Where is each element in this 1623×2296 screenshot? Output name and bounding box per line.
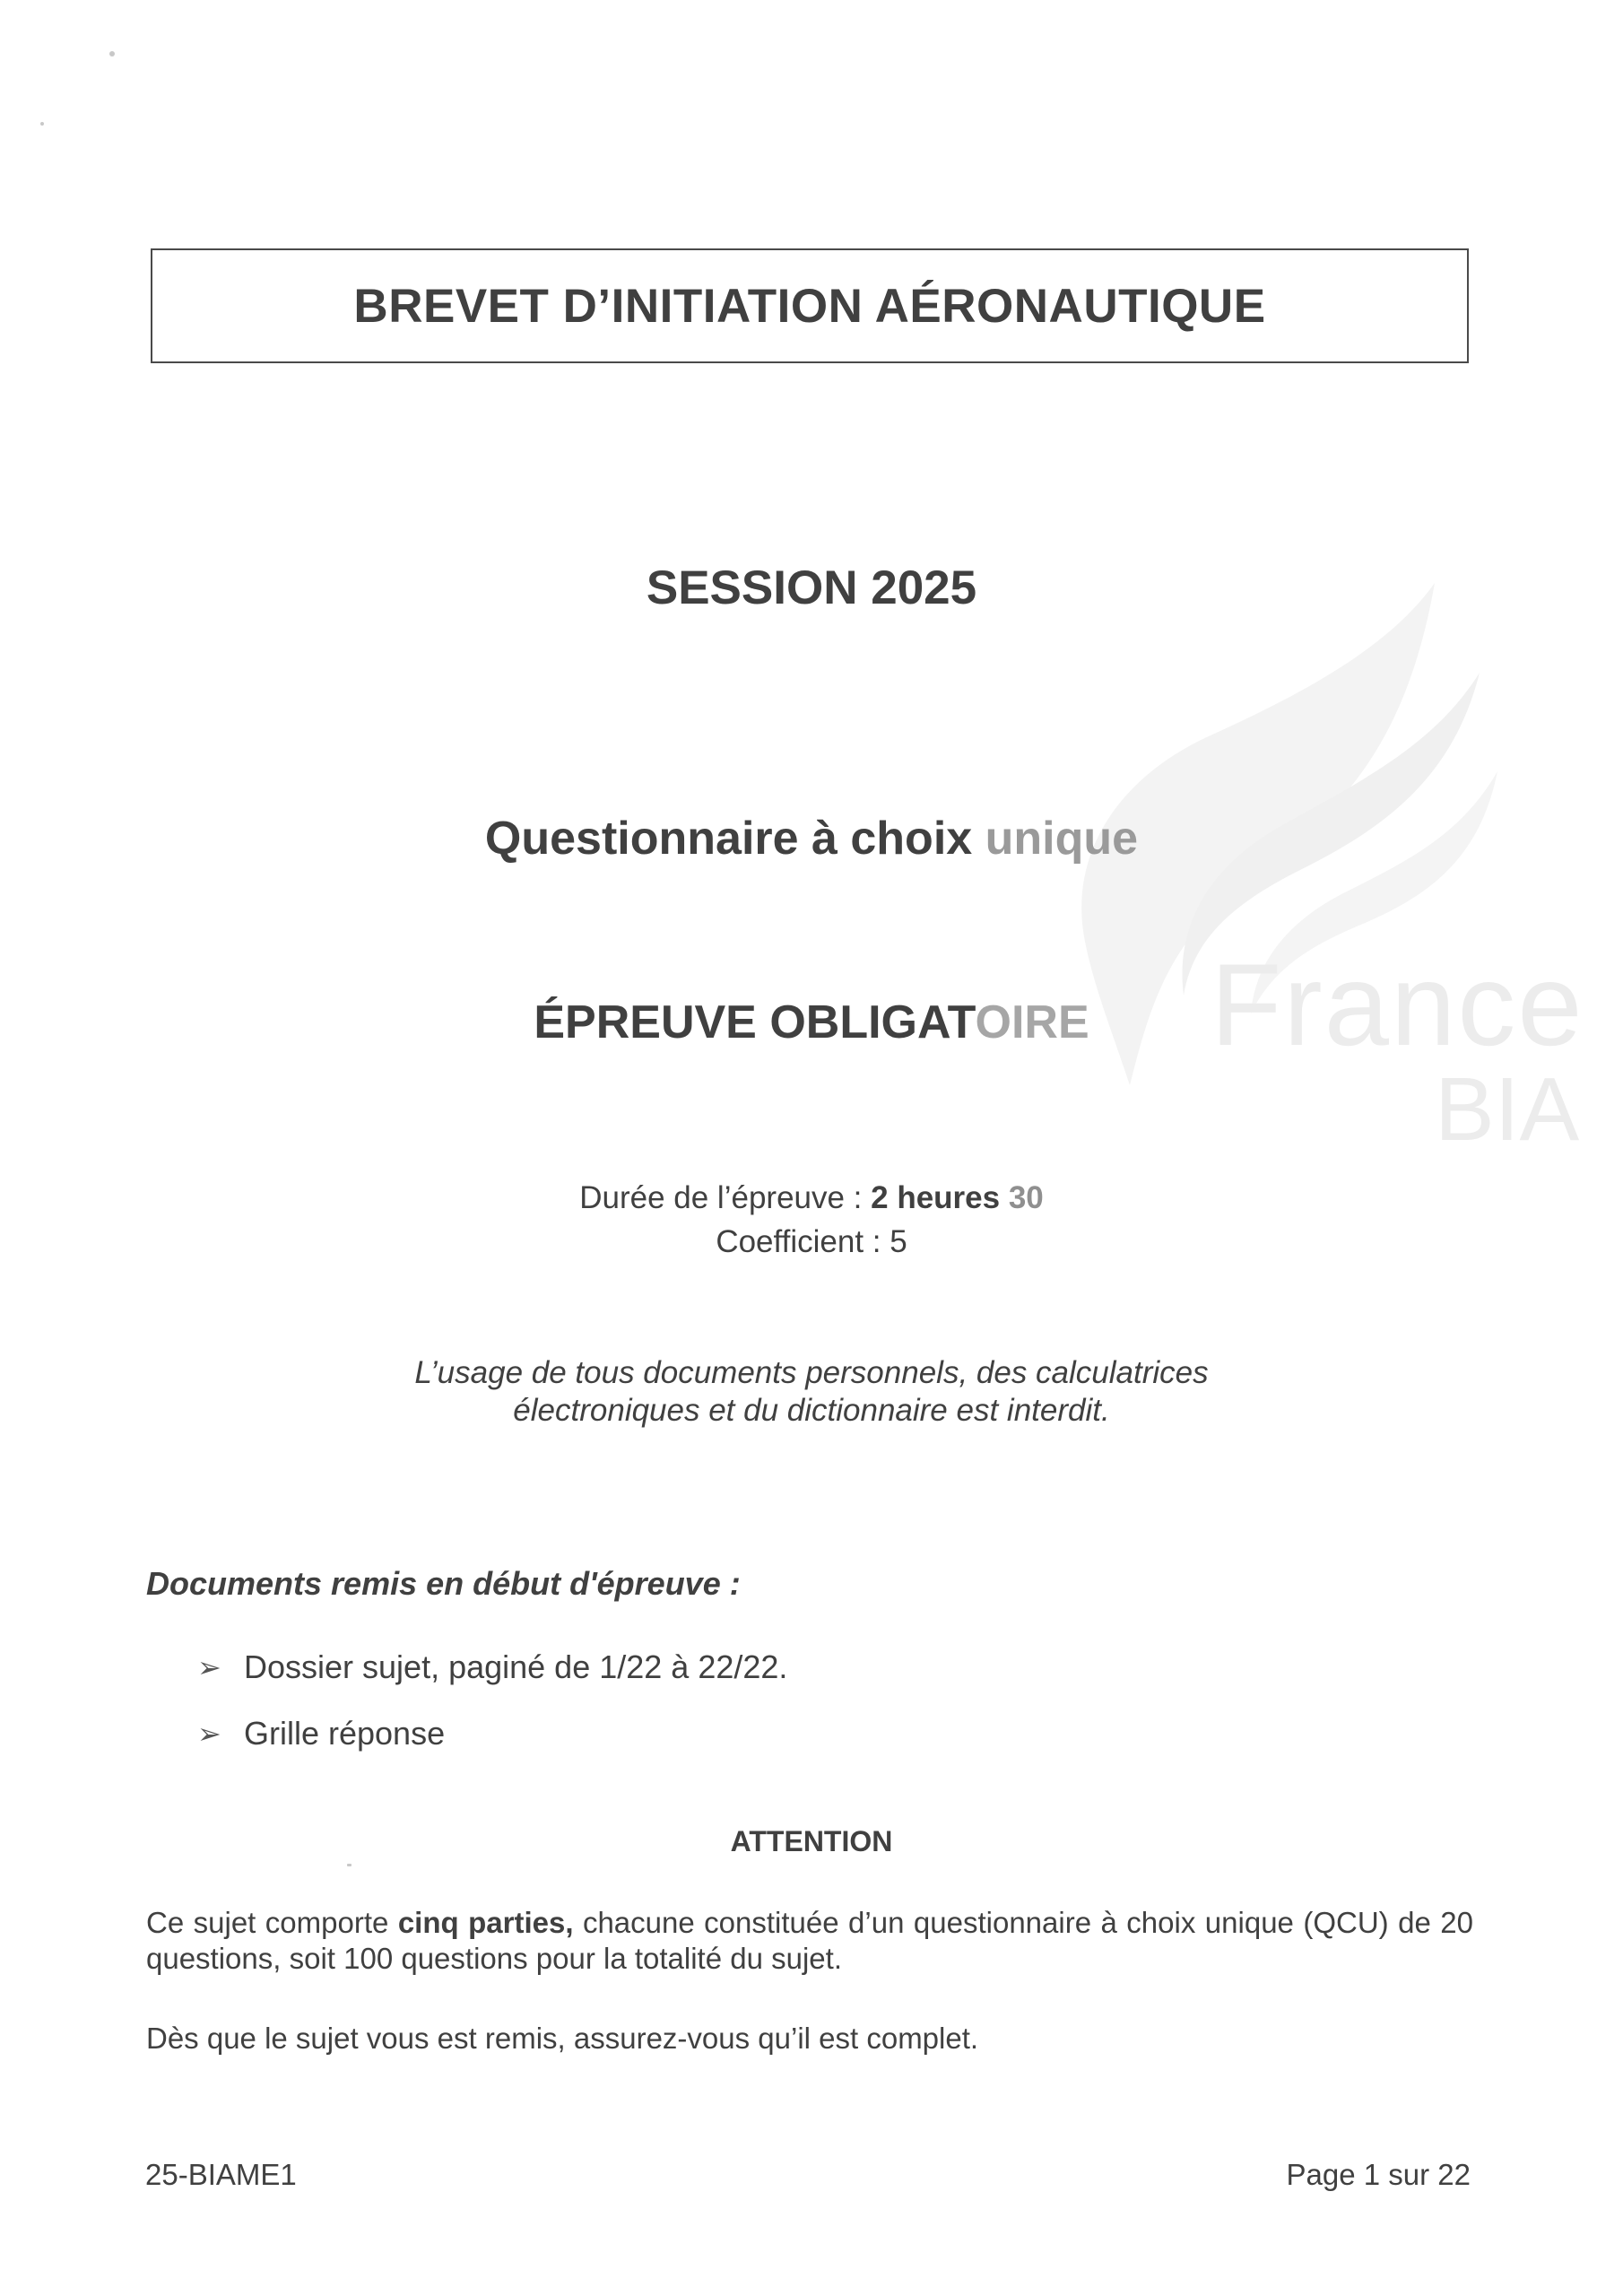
attention-p1-start: Ce sujet comporte — [146, 1906, 398, 1939]
duration-value-faded: 30 — [1000, 1180, 1044, 1215]
usage-notice-line1: L’usage de tous documents personnels, des calculatrices — [414, 1355, 1209, 1390]
duration-label: Durée de l’épreuve : — [579, 1180, 872, 1215]
subject-code: 25-BIAME1 — [145, 2158, 297, 2191]
documents-heading: Documents remis en début d'épreuve : — [146, 1565, 741, 1602]
completeness-paragraph: Dès que le sujet vous est remis, assurez-vous qu’il est complet. — [146, 2022, 979, 2055]
watermark-bia-text: BIA — [1435, 1059, 1580, 1160]
coefficient-line: Coefficient : 5 — [716, 1224, 907, 1259]
attention-p1-end: chacune constituée d’un questionnaire à choix unique (QCU) de 20 questions, soit 100 questions pour la totalité du sujet. — [146, 1906, 1473, 1975]
arrow-bullet-icon: ➢ — [197, 1651, 221, 1683]
title-box — [151, 248, 1469, 363]
exam-kind-faded: OIRE — [975, 996, 1089, 1048]
page-number: Page 1 sur 22 — [1286, 2158, 1471, 2191]
list-item — [197, 1715, 445, 1752]
attention-paragraph — [146, 1905, 1473, 1977]
scan-speck — [109, 51, 115, 57]
scan-speck — [347, 1864, 352, 1866]
exam-type-main: Questionnaire à choix — [484, 813, 985, 865]
session-label: SESSION 2025 — [646, 561, 977, 614]
list-item-text: Grille réponse — [244, 1715, 446, 1752]
document-title: BREVET D’INITIATION AÉRONAUTIQUE — [353, 279, 1266, 333]
exam-type-heading — [0, 812, 1623, 865]
attention-heading: ATTENTION — [730, 1825, 893, 1857]
duration-line — [0, 1180, 1623, 1216]
usage-notice — [0, 1354, 1623, 1430]
list-item — [197, 1648, 787, 1686]
arrow-bullet-icon: ➢ — [197, 1718, 221, 1750]
list-item-text: Dossier sujet, paginé de 1/22 à 22/22. — [244, 1648, 788, 1685]
scan-speck — [40, 122, 44, 126]
duration-value: 2 heures — [871, 1180, 1001, 1215]
exam-kind-heading — [0, 996, 1623, 1049]
exam-kind-main: ÉPREUVE OBLIGAT — [534, 996, 976, 1048]
usage-notice-line2: électroniques et du dictionnaire est interdit. — [513, 1393, 1110, 1428]
watermark-france-text: France — [1211, 939, 1584, 1070]
attention-p1-bold: cinq parties, — [397, 1906, 574, 1939]
exam-type-faded: unique — [985, 813, 1139, 865]
